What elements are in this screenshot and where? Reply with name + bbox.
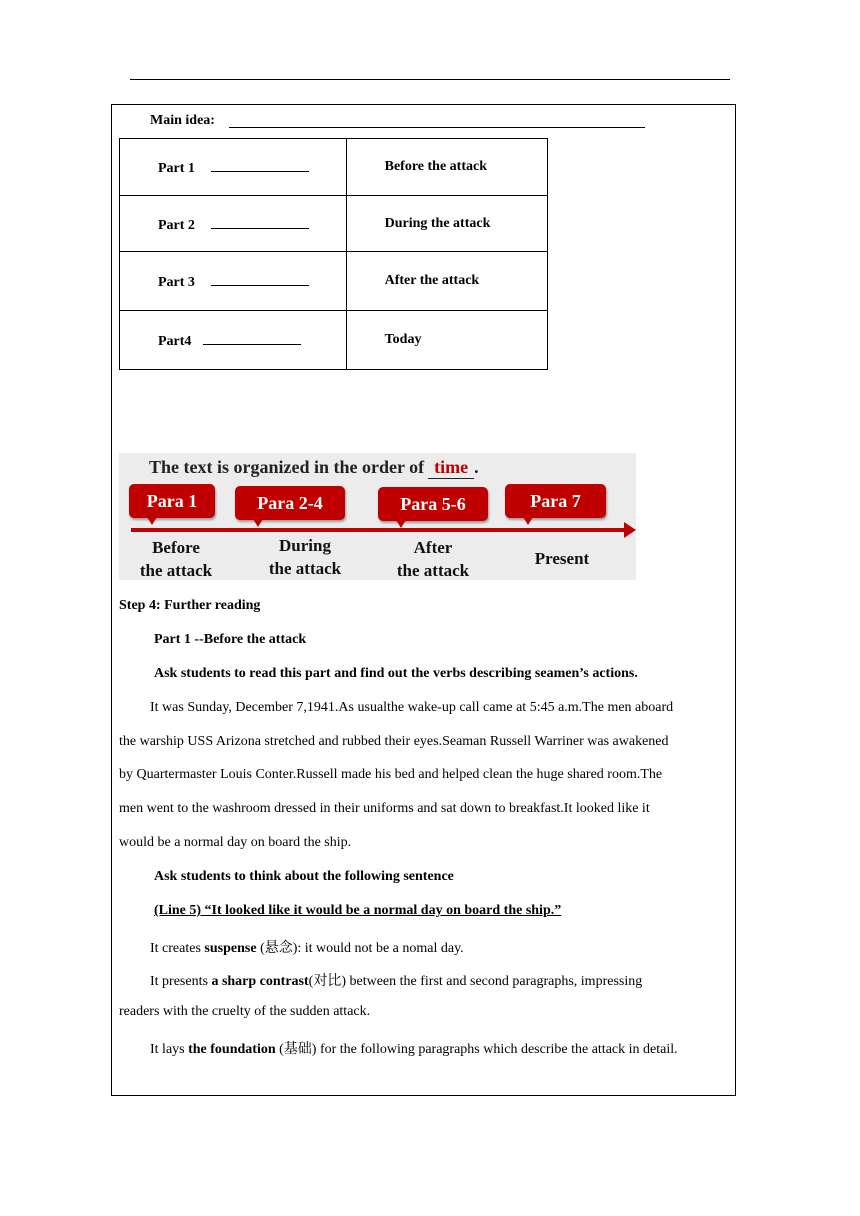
part-label: Part4 — [158, 334, 192, 349]
stage-present: Present — [534, 549, 590, 568]
table-row — [120, 311, 548, 370]
part-stage: During the attack — [346, 196, 547, 252]
callout-para-5-6: Para 5-6 — [378, 487, 488, 521]
step4-heading: Step 4: Further reading — [119, 598, 261, 613]
part-label: Part 1 — [158, 161, 195, 176]
banner-title — [149, 457, 479, 479]
callout-para-1: Para 1 — [129, 484, 215, 518]
task-instruction: Ask students to read this part and find out the verbs describing seamen’s actions. — [154, 666, 638, 681]
callout-para-7: Para 7 — [505, 484, 606, 518]
passage-line: would be a normal day on board the ship. — [119, 835, 352, 850]
main-idea-label: Main idea: — [150, 113, 215, 128]
main-idea-blank — [229, 127, 645, 128]
stage-during: During the attack — [268, 536, 342, 578]
passage-line: the warship USS Arizona stretched and rubbed their eyes.Seaman Russell Warriner was awakened — [119, 734, 669, 749]
part-stage: After the attack — [346, 252, 547, 311]
passage-line: It was Sunday, December 7,1941.As usualthe wake-up call came at 5:45 a.m.The men aboard — [150, 700, 674, 715]
answer-blank — [211, 214, 309, 229]
answer-blank — [211, 157, 309, 172]
part-label: Part 2 — [158, 217, 195, 233]
arrow-head-icon — [624, 522, 636, 538]
analysis-contrast: It presents a sharp contrast(对比) between the first and second paragraphs, impressing — [150, 974, 643, 989]
stage-after: After the attack — [396, 538, 470, 580]
analysis-contrast-line2: readers with the cruelty of the sudden attack. — [119, 1004, 371, 1019]
quoted-sentence: (Line 5) “It looked like it would be a normal day on board the ship.” — [154, 903, 562, 918]
parts-table — [119, 138, 548, 370]
passage-line: by Quartermaster Louis Conter.Russell made his bed and helped clean the huge shared room.The — [119, 767, 663, 782]
timeline-banner — [119, 453, 636, 580]
part-stage: Today — [346, 311, 547, 370]
table-row — [120, 252, 548, 311]
task-instruction-2: Ask students to think about the following sentence — [154, 869, 454, 884]
answer-blank — [211, 271, 309, 286]
part-label: Part 3 — [158, 275, 195, 290]
table-row — [120, 196, 548, 252]
table-row — [120, 139, 548, 196]
term-contrast: a sharp contrast — [211, 974, 309, 989]
banner-title-prefix: The text is organized in the order of — [149, 457, 425, 477]
term-foundation: the foundation — [188, 1042, 276, 1057]
term-suspense: suspense — [204, 941, 257, 956]
analysis-suspense: It creates suspense (悬念): it would not be a nomal day. — [150, 941, 464, 956]
stage-before: Before the attack — [139, 538, 213, 580]
timeline-arrow — [131, 528, 626, 532]
analysis-foundation: It lays the foundation (基础) for the following paragraphs which describe the attack in detail. — [150, 1042, 678, 1057]
callout-para-2-4: Para 2-4 — [235, 486, 345, 520]
banner-title-suffix: . — [474, 457, 479, 477]
part-stage: Before the attack — [346, 139, 547, 196]
part1-heading: Part 1 --Before the attack — [154, 632, 307, 647]
banner-answer: time — [428, 457, 474, 479]
answer-blank — [203, 330, 301, 345]
header-rule — [130, 79, 730, 80]
passage-line: men went to the washroom dressed in their uniforms and sat down to breakfast.It looked like it — [119, 801, 650, 816]
